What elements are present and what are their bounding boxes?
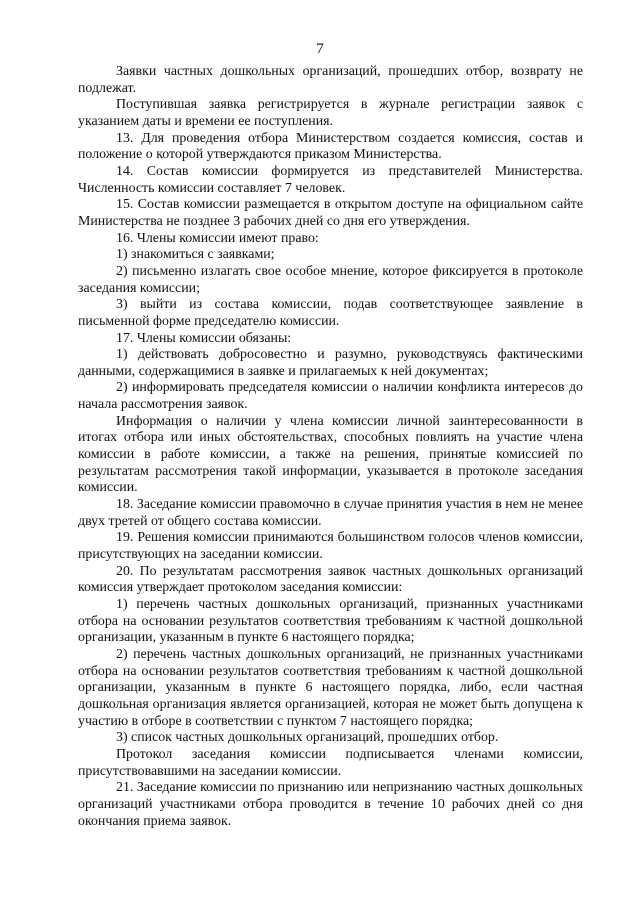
paragraph: 2) письменно излагать свое особое мнение, которое фиксируется в протоколе заседания комиссии;: [78, 263, 583, 296]
paragraph: 16. Члены комиссии имеют право:: [116, 230, 319, 246]
paragraph: 1) перечень частных дошкольных организаций, признанных участниками отбора на основании результатов соответствия требованиям к частной дошкольной организации, указанным в пункте 6 настоящего порядка;: [78, 597, 583, 646]
paragraph: 1) действовать добросовестно и разумно, руководствуясь фактическими данными, содержащимися в заявке и прилагаемых к ней документах;: [78, 347, 583, 379]
paragraph: 1) знакомиться с заявками;: [116, 247, 275, 263]
paragraph: 17. Члены комиссии обязаны:: [116, 330, 292, 346]
paragraph: 21. Заседание комиссии по признанию или непризнанию частных дошкольных организаций участниками отбора проводится в течение 10 рабочих дней со дня окончания приема заявок.: [78, 780, 583, 829]
paragraph: 3) выйти из состава комиссии, подав соответствующее заявление в письменной форме председателю комиссии.: [78, 297, 583, 329]
paragraph: 18. Заседание комиссии правомочно в случае принятия участия в нем не менее двух третей от общего состава комиссии.: [78, 497, 583, 529]
paragraph: 2) перечень частных дошкольных организаций, не признанных участниками отбора на основании результатов соответствия требованиям к частной дошкольной организации, указанным в пункте 6 настоящего порядка, либо, если частная дошкольная организация является организацией, которая не может быть допущена к участию в отборе в соответствии с пунктом 7 настоящего порядка;: [78, 646, 583, 729]
paragraph: 13. Для проведения отбора Министерством создается комиссия, состав и положение о которой утверждаются приказом Министерства.: [78, 130, 583, 163]
document-body: [78, 64, 583, 830]
paragraph: Поступившая заявка регистрируется в журнале регистрации заявок с указанием даты и времени ее поступления.: [78, 97, 583, 129]
page-number: 7: [316, 41, 324, 57]
paragraph: Информация о наличии у члена комиссии личной заинтересованности в итогах отбора или иных обстоятельствах, способных повлиять на участие члена комиссии в работе комиссии, а также на решения, принятые комиссией по результатам рассмотрения такой информации, указывается в протоколе заседания комиссии.: [78, 413, 583, 496]
paragraph: 3) список частных дошкольных организаций, прошедших отбор.: [116, 730, 499, 746]
paragraph: 15. Состав комиссии размещается в открытом доступе на официальном сайте Министерства не позднее 3 рабочих дней со дня его утверждения.: [78, 197, 583, 229]
paragraph: Протокол заседания комиссии подписывается членами комиссии, присутствовавшими на заседании комиссии.: [78, 746, 583, 779]
paragraph: 19. Решения комиссии принимаются большинством голосов членов комиссии, присутствующих на заседании комиссии.: [78, 530, 583, 563]
paragraph: 14. Состав комиссии формируется из представителей Министерства. Численность комиссии составляет 7 человек.: [78, 163, 583, 196]
paragraph: 20. По результатам рассмотрения заявок частных дошкольных организаций комиссия утверждает протоколом заседания комиссии:: [78, 563, 583, 596]
paragraph: Заявки частных дошкольных организаций, прошедших отбор, возврату не подлежат.: [78, 64, 583, 96]
paragraph: 2) информировать председателя комиссии о наличии конфликта интересов до начала рассмотрения заявок.: [78, 380, 583, 413]
